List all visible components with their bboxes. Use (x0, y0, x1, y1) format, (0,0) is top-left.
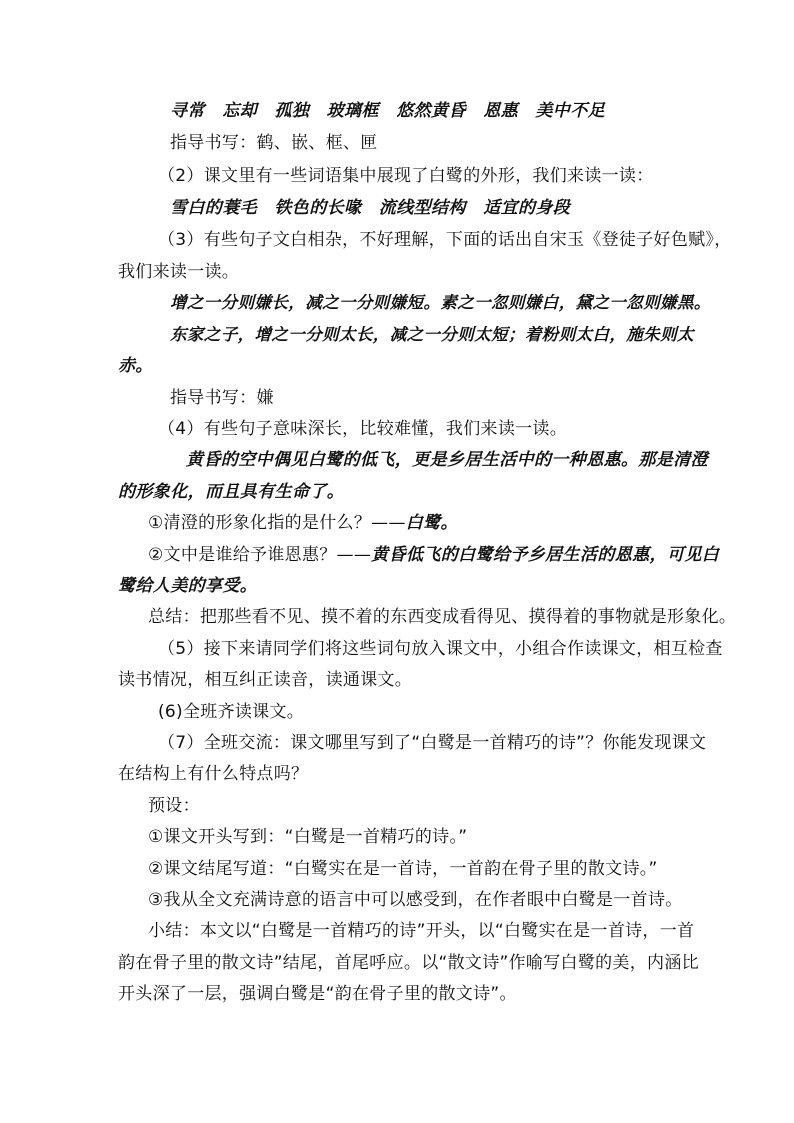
preset-item-3: ③我从全文充满诗意的语言中可以感受到，在作者眼中白鹭是一首诗。 (148, 890, 683, 910)
step-3-heading: （3）有些句子文白相杂，不好理解，下面的话出自宋玉《登徒子好色赋》， (158, 230, 732, 250)
preset-label: 预设： (148, 796, 200, 816)
vocab-words-line: 寻常 忘却 孤独 玻璃框 悠然黄昏 恩惠 美中不足 (170, 101, 605, 121)
writing-guide-line-2: 指导书写：嫌 (170, 388, 274, 408)
classical-quote-line-3: 赤。 (118, 356, 153, 376)
classical-quote-line-2: 东家之子，增之一分则太长，减之一分则太短；着粉则太白，施朱则太 (170, 325, 694, 344)
conclusion-line-3: 开头深了一层，强调白鹭是“韵在骨子里的散文诗”。 (118, 984, 517, 1004)
appearance-words-line: 雪白的蓑毛 铁色的长喙 流线型结构 适宜的身段 (170, 198, 571, 218)
preset-item-1: ①课文开头写到：“白鹭是一首精巧的诗。” (148, 827, 468, 847)
step-5-line-2: 读书情况，相互纠正读音，读通课文。 (118, 670, 413, 690)
answer-2-continuation: 鹭给人美的享受。 (118, 576, 258, 596)
meaningful-sentence-line-1: 黄昏的空中偶见白鹭的低飞，更是乡居生活中的一种恩惠。那是清澄 (186, 450, 708, 470)
preset-item-2: ②课文结尾写道：“白鹭实在是一首诗，一首韵在骨子里的散文诗。” (148, 859, 658, 879)
answer-2: 黄昏低飞的白鹭给予乡居生活的恩惠，可见白 (371, 545, 720, 565)
question-1: ①清澄的形象化指的是什么？——白鹭。 (148, 513, 458, 533)
answer-1: 白鹭。 (405, 513, 458, 533)
step-6-line: (6)全班齐读课文。 (158, 702, 305, 722)
step-4-heading: （4）有些句子意味深长，比较难懂，我们来读一读。 (158, 419, 568, 439)
conclusion-line-2: 韵在骨子里的散文诗”结尾，首尾呼应。以“散文诗”作喻写白鹭的美，内涵比 (118, 953, 699, 973)
step-7-line-1: （7）全班交流：课文哪里写到了“白鹭是一首精巧的诗”？你能发现课文 (158, 733, 707, 753)
step-5-line-1: （5）接下来请同学们将这些词句放入课文中，小组合作读课文，相互检查 (158, 639, 723, 659)
classical-quote-line-1: 增之一分则嫌长，减之一分则嫌短。素之一忽则嫌白，黛之一忽则嫌黑。 (170, 293, 711, 312)
meaningful-sentence-line-2: 的形象化，而且具有生命了。 (118, 482, 345, 502)
summary-line: 总结：把那些看不见、摸不着的东西变成看得见、摸得着的事物就是形象化。 (148, 607, 737, 627)
step-3-continuation: 我们来读一读。 (118, 262, 240, 282)
step-7-line-2: 在结构上有什么特点吗？ (118, 764, 309, 784)
writing-guide-line: 指导书写：鹤、嵌、框、匣 (170, 133, 378, 153)
conclusion-line-1: 小结：本文以“白鹭是一首精巧的诗”开头，以“白鹭实在是一首诗，一首 (148, 921, 695, 941)
step-2-heading: （2）课文里有一些词语集中展现了白鹭的外形，我们来读一读： (158, 166, 654, 186)
question-2: ②文中是谁给予谁恩惠？——黄昏低飞的白鹭给予乡居生活的恩惠，可见白 (148, 545, 720, 565)
